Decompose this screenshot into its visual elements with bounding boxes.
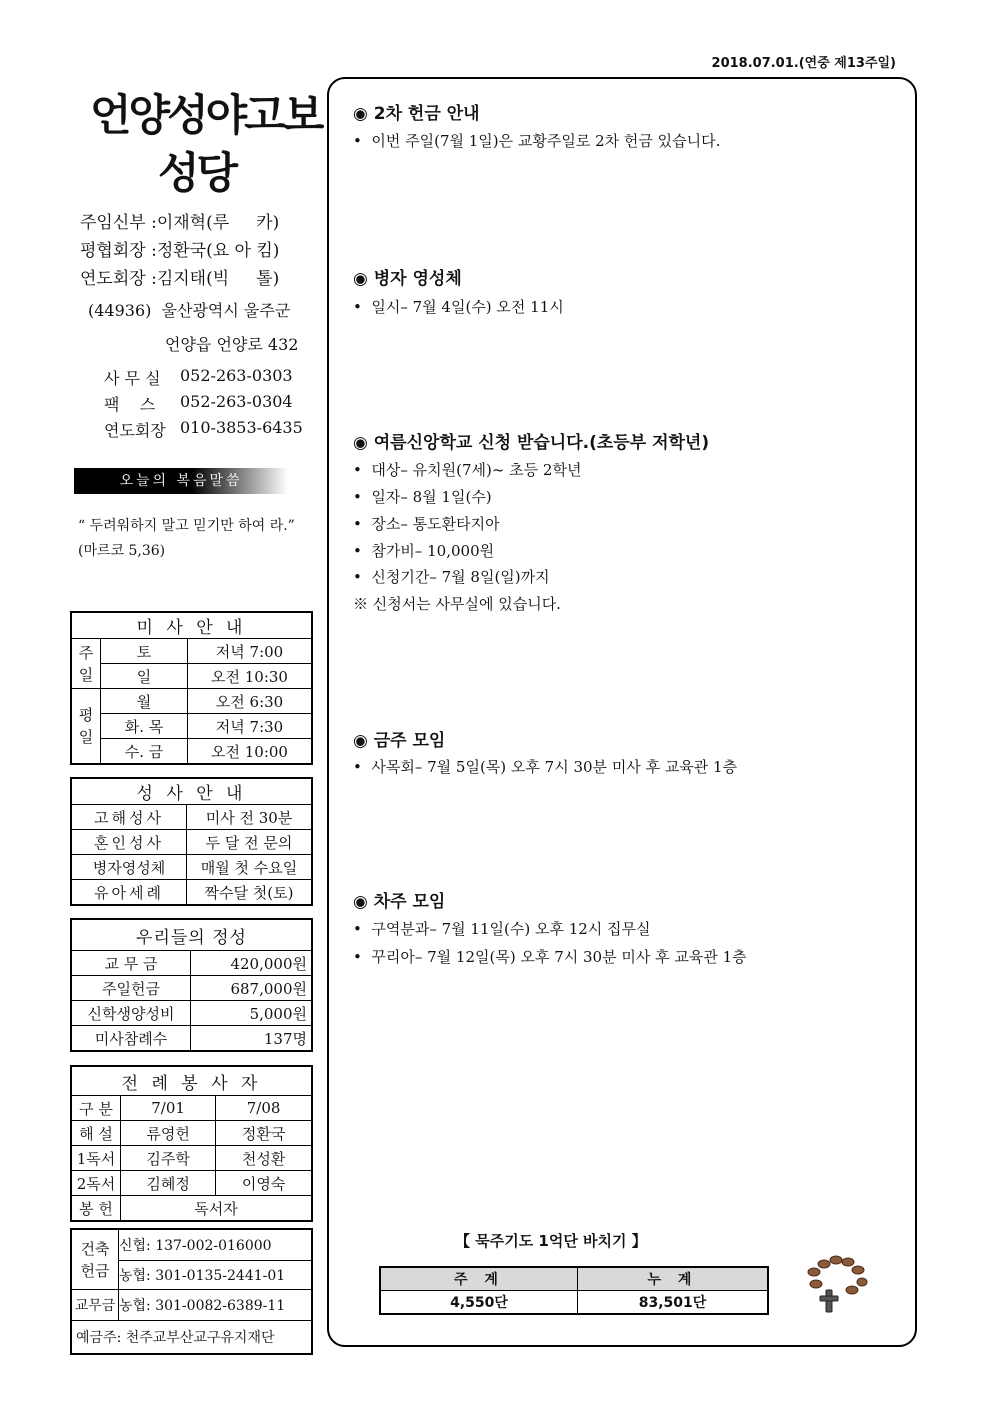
liturgy-label: 1독서 [71, 1146, 121, 1171]
mass-day: 수. 금 [101, 739, 188, 765]
offerings-title: 우리들의 정성 [71, 919, 312, 951]
liturgy-label: 봉 헌 [71, 1196, 121, 1222]
offering-value: 5,000원 [191, 1001, 313, 1026]
section-line: • 꾸리아– 7월 12일(목) 오후 7시 30분 미사 후 교육관 1층 [353, 948, 747, 966]
rosary-table [379, 1266, 769, 1315]
weekday-label: 평일 [71, 689, 101, 765]
section-line: • 대상– 유치원(7세)~ 초등 2학년 [353, 461, 582, 479]
liturgy-label: 해 설 [71, 1121, 121, 1146]
building-account: 농협: 301-0135-2441-01 [119, 1261, 313, 1290]
rosary-icon [800, 1250, 872, 1316]
section-line: • 일자– 8월 1일(수) [353, 488, 492, 506]
mass-time: 오전 6:30 [188, 689, 313, 714]
mass-time: 오전 10:30 [188, 664, 313, 689]
mass-schedule-title: 미 사 안 내 [71, 612, 312, 639]
liturgy-date: 7/08 [216, 1096, 312, 1121]
section-line: • 구역분과– 7월 11일(수) 오후 12시 집무실 [353, 920, 651, 938]
tithe-account: 농협: 301-0082-6389-11 [119, 1290, 313, 1321]
accounts-table [70, 1228, 313, 1355]
phone-fax: 052-263-0304 [180, 392, 293, 411]
liturgy-person: 정환국 [216, 1121, 312, 1146]
sacraments-title: 성 사 안 내 [71, 778, 312, 805]
staff-prayer-president: 연도회장 :김지태(빅 톨) [80, 269, 280, 289]
phone-prayer: 010-3853-6435 [180, 418, 303, 437]
mass-day: 일 [101, 664, 188, 689]
phone-office-label: 사 무 실 [104, 369, 161, 388]
liturgy-label: 구 분 [71, 1096, 121, 1121]
liturgy-person: 천성환 [216, 1146, 312, 1171]
liturgy-date: 7/01 [121, 1096, 216, 1121]
building-account: 신협: 137-002-016000 [119, 1229, 313, 1261]
liturgy-person: 김혜정 [121, 1171, 216, 1196]
tithe-label: 교무금 [71, 1290, 119, 1321]
rosary-title: 【 묵주기도 1억단 바치기 】 [455, 1232, 647, 1250]
rosary-week-label: 주 계 [380, 1267, 578, 1291]
sacraments-table [70, 777, 313, 906]
liturgy-label: 2독서 [71, 1171, 121, 1196]
mass-time: 저녁 7:30 [188, 714, 313, 739]
sacrament-name: 유아세례 [71, 880, 187, 906]
section-line: • 사목회– 7월 5일(목) 오후 7시 30분 미사 후 교육관 1층 [353, 758, 738, 776]
rosary-total-value: 83,501단 [578, 1291, 769, 1315]
mass-schedule-table [70, 611, 313, 765]
section-line: • 이번 주일(7월 1일)은 교황주일로 2차 헌금 있습니다. [353, 132, 721, 150]
section-title: ◉ 금주 모임 [353, 731, 446, 751]
offering-value: 420,000원 [191, 951, 313, 976]
liturgy-person: 김주학 [121, 1146, 216, 1171]
sacrament-name: 고해성사 [71, 805, 187, 830]
mass-day: 월 [101, 689, 188, 714]
sacrament-info: 매월 첫 수요일 [187, 855, 313, 880]
staff-council-president: 평협회장 :정환국(요 아 킴) [80, 241, 280, 261]
mass-time: 저녁 7:00 [188, 639, 313, 664]
rosary-total-label: 누 계 [578, 1267, 769, 1291]
offering-value: 137명 [191, 1026, 313, 1052]
sacrament-info: 두 달 전 문의 [187, 830, 313, 855]
offering-name: 신학생양성비 [71, 1001, 191, 1026]
sacrament-info: 짝수달 첫(토) [187, 880, 313, 906]
rosary-week-value: 4,550단 [380, 1291, 578, 1315]
liturgy-table [70, 1065, 313, 1222]
offering-name: 미사참례수 [71, 1026, 191, 1052]
offering-name: 주일헌금 [71, 976, 191, 1001]
liturgy-person: 류영헌 [121, 1121, 216, 1146]
sunday-label: 주일 [71, 639, 101, 689]
building-fund-label: 건축 헌금 [71, 1229, 119, 1290]
mass-time: 오전 10:00 [188, 739, 313, 765]
sacrament-name: 혼인성사 [71, 830, 187, 855]
liturgy-offertory: 독서자 [121, 1196, 313, 1222]
parish-name-suffix: 성당 [158, 149, 236, 199]
section-line: ※ 신청서는 사무실에 있습니다. [353, 595, 561, 613]
gospel-text: “ 두려워하지 말고 믿기만 하여 라.” (마르코 5,36) [78, 518, 295, 559]
account-holder: 예금주: 천주교부산교구유지재단 [71, 1321, 312, 1355]
parish-name: 언양성야고보 [90, 91, 322, 141]
phone-prayer-label: 연도회장 [104, 421, 166, 440]
mass-day: 토 [101, 639, 188, 664]
offerings-table [70, 918, 313, 1052]
liturgy-title: 전 례 봉 사 자 [71, 1066, 312, 1096]
staff-pastor: 주임신부 :이재혁(루 카) [80, 213, 280, 233]
section-title: ◉ 2차 헌금 안내 [353, 104, 480, 124]
section-line: • 신청기간– 7월 8일(일)까지 [353, 568, 550, 586]
liturgy-person: 이영숙 [216, 1171, 312, 1196]
gospel-heading: 오늘의 복음말씀 [74, 468, 288, 494]
phone-office: 052-263-0303 [180, 366, 293, 385]
section-line: • 일시– 7월 4일(수) 오전 11시 [353, 298, 564, 316]
offering-value: 687,000원 [191, 976, 313, 1001]
sacrament-info: 미사 전 30분 [187, 805, 313, 830]
issue-date: 2018.07.01.(연중 제13주일) [711, 56, 896, 71]
address-line1: (44936) 울산광역시 울주군 [88, 301, 291, 320]
offering-name: 교 무 금 [71, 951, 191, 976]
sacrament-name: 병자영성체 [71, 855, 187, 880]
section-line: • 참가비– 10,000원 [353, 542, 495, 560]
phone-fax-label: 팩 스 [104, 395, 156, 414]
section-title: ◉ 차주 모임 [353, 892, 446, 912]
section-title: ◉ 병자 영성체 [353, 269, 462, 289]
section-line: • 장소– 통도환타지아 [353, 515, 500, 533]
section-title: ◉ 여름신앙학교 신청 받습니다.(초등부 저학년) [353, 433, 710, 453]
mass-day: 화. 목 [101, 714, 188, 739]
address-line2: 언양읍 언양로 432 [165, 335, 299, 354]
